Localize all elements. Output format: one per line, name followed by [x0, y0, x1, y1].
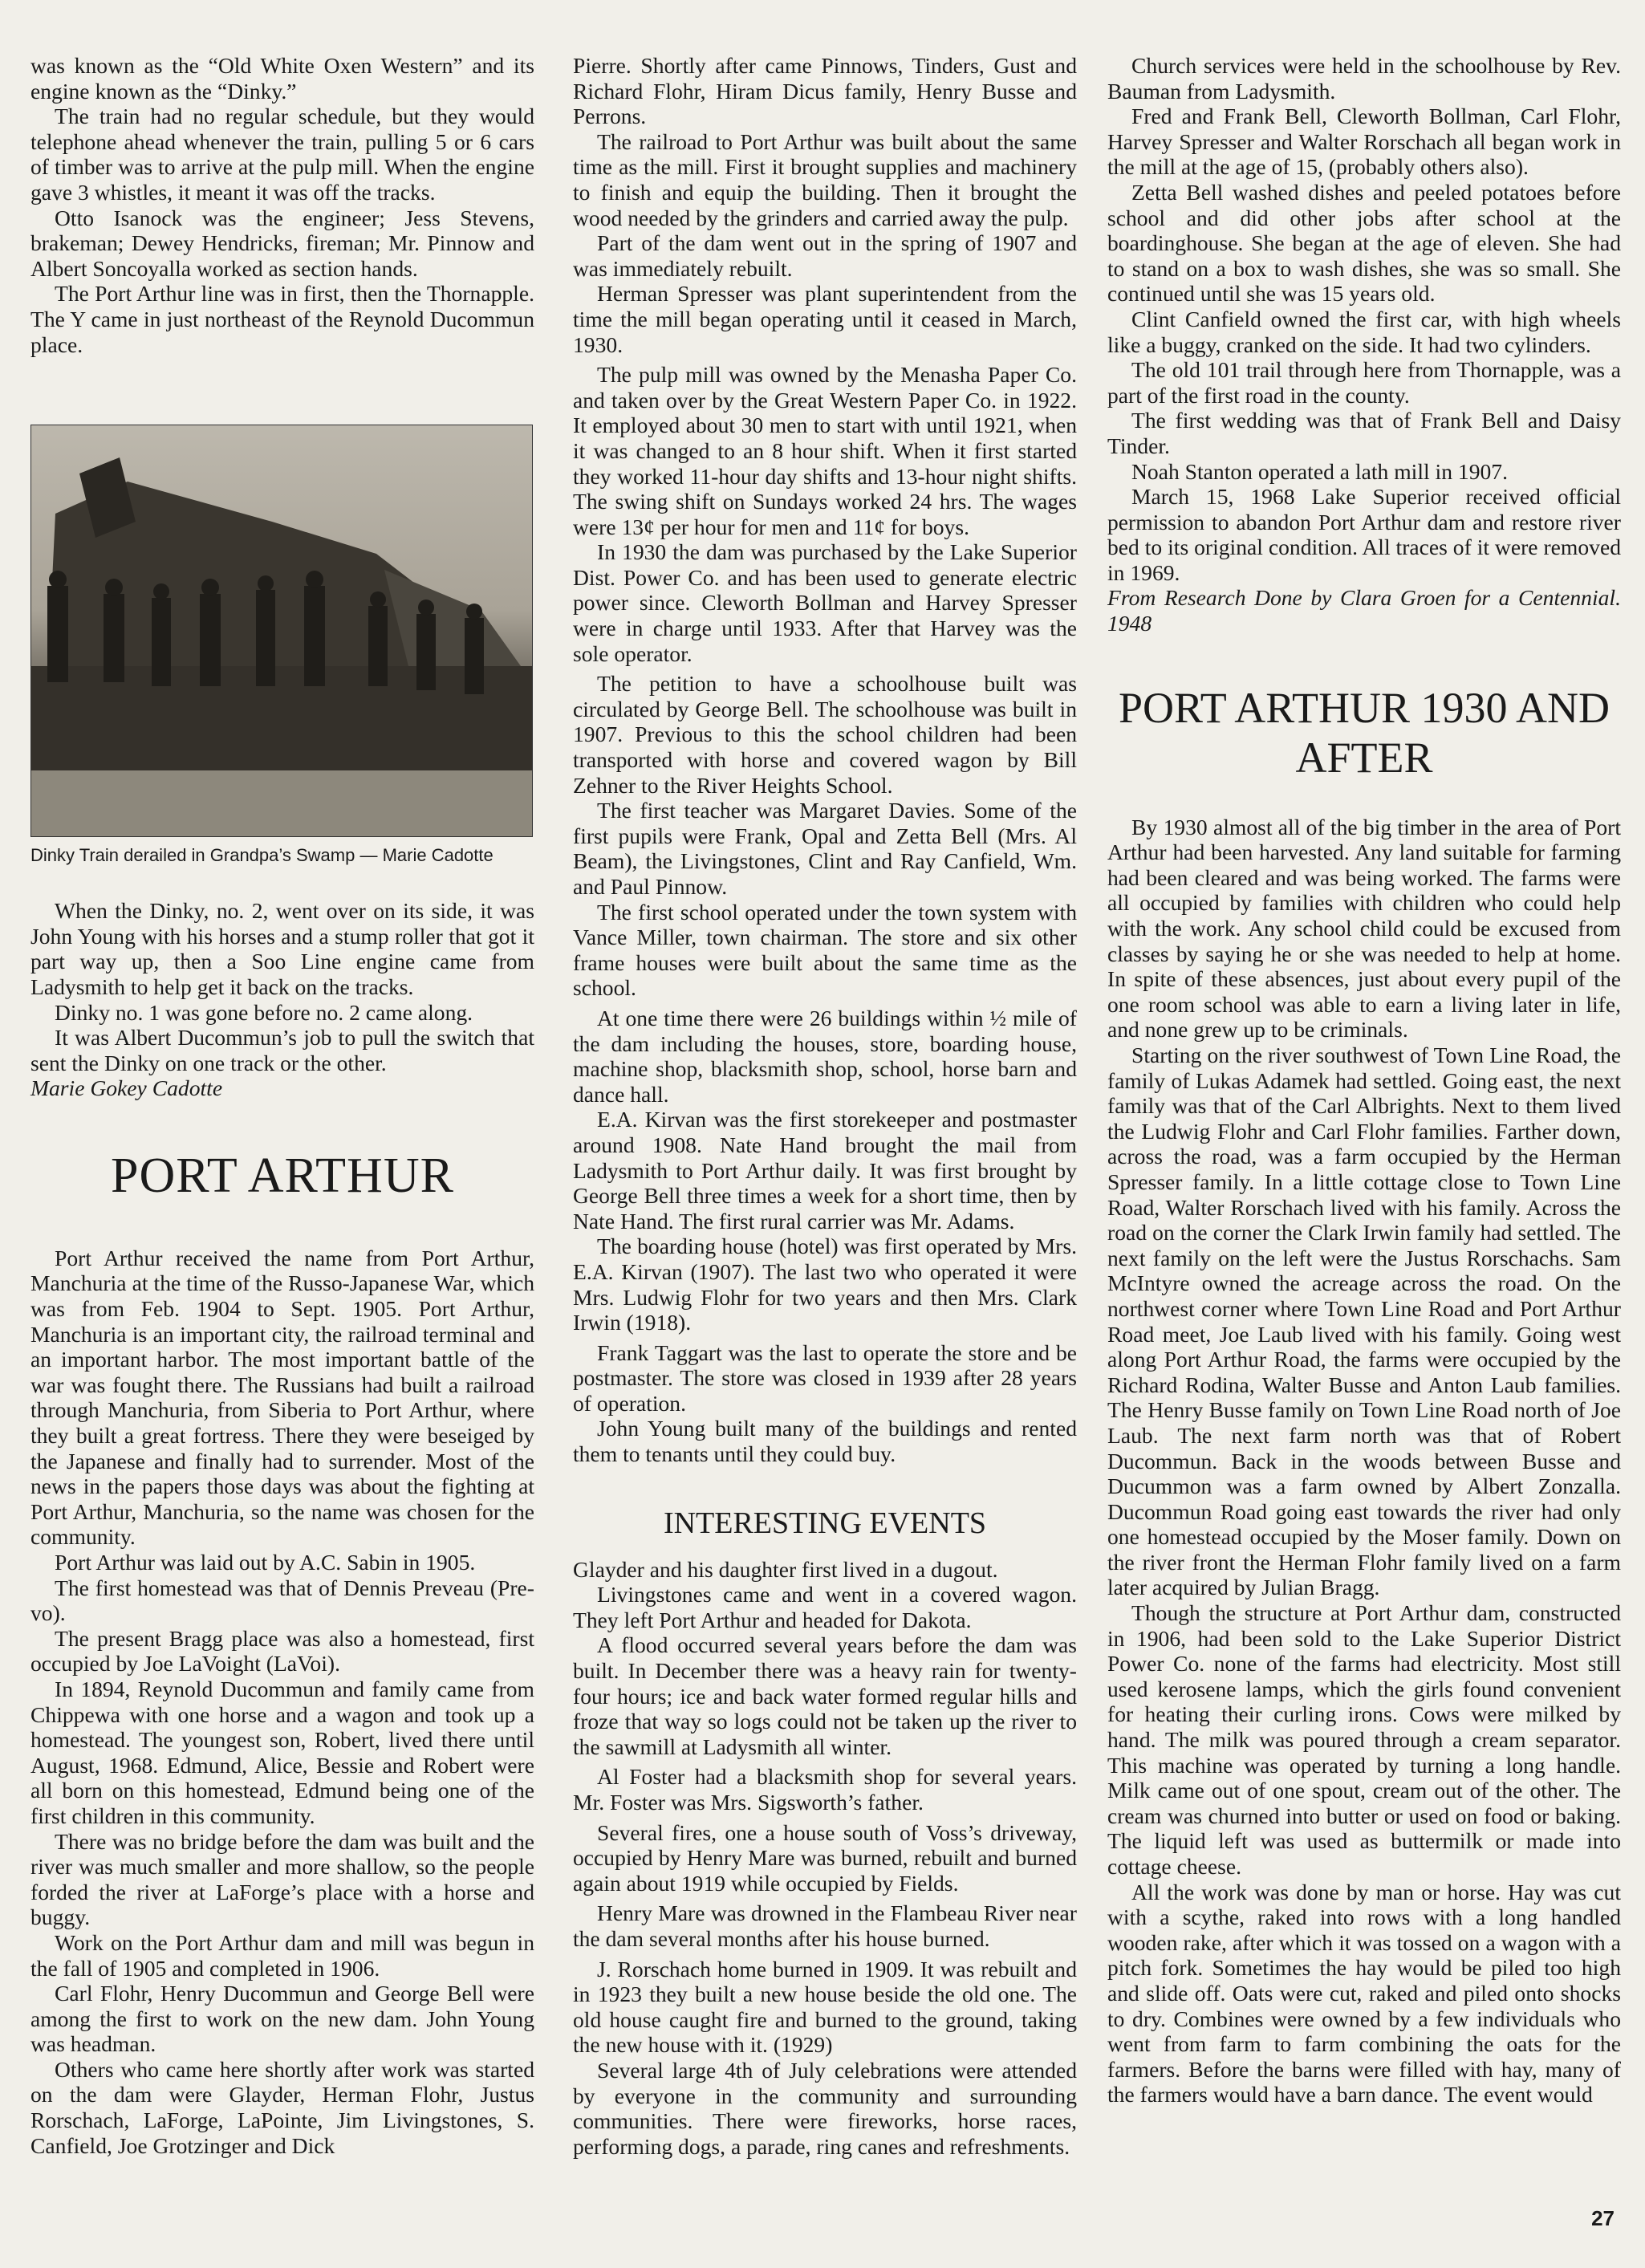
paragraph: J. Rorschach home burned in 1909. It was rebuilt and in 1923 they built a new house beside the old one. The old house caught fire and burned to the ground, taking the new house with it. (1929) [573, 1956, 1077, 2058]
paragraph: When the Dinky, no. 2, went over on its side, it was John Young with his horses and a stump roller that got it part way up, then a Soo Line engine came from Ladysmith to help get it back on the tracks. [30, 898, 534, 999]
byline: From Research Done by Clara Groen for a Centennial. 1948 [1107, 585, 1621, 636]
paragraph: Carl Flohr, Henry Ducommun and George Bell were among the first to work on the new dam. John Young was headman. [30, 1981, 534, 2057]
photo-caption: Dinky Train derailed in Grandpa’s Swamp — Marie Cadotte [30, 845, 494, 866]
page-number: 27 [1591, 2206, 1615, 2230]
paragraph: The old 101 trail through here from Thornapple, was a part of the first road in the county. [1107, 357, 1621, 408]
column-2 [573, 53, 1077, 2159]
paragraph: Glayder and his daughter first lived in a dugout. [573, 1556, 998, 1582]
paragraph: The present Bragg place was also a homestead, first occupied by Joe LaVoight (LaVoi). [30, 1625, 534, 1677]
paragraph: Part of the dam went out in the spring of 1907 and was immediately rebuilt. [573, 230, 1077, 281]
paragraph: Livingstones came and went in a covered wagon. They left Port Arthur and headed for Dakota. [573, 1582, 1077, 1632]
paragraph: March 15, 1968 Lake Superior received official permission to abandon Port Arthur dam and restore river bed to its original condition. All traces of it were removed in 1969. [1107, 484, 1621, 585]
paragraph: At one time there were 26 buildings within ½ mile of the dam including the houses, store, boarding house, machine shop, blacksmith shop, school, horse barn and dance hall. [573, 1005, 1077, 1107]
paragraph: Others who came here shortly after work was started on the dam were Glayder, Herman Flohr, Justus Rorschach, LaForge, LaPointe, Jim Livingstones, S. Canfield, Joe Grotzinger and Dick [30, 2056, 534, 2158]
paragraph: In 1894, Reynold Ducommun and family came from Chippewa with one horse and a wagon and took up a homestead. The youngest son, Robert, lived there until August, 1968. Edmund, Alice, Bessie and Robert were all born on this homestead, Edmund being one of the first children in this community. [30, 1676, 534, 1828]
paragraph: Church services were held in the schoolhouse by Rev. Bauman from Ladysmith. [1107, 53, 1621, 104]
paragraph: A flood occurred several years before the dam was built. In December there was a heavy rain for twenty-four hours; ice and back water formed regular hills and froze that way so logs could not be taken up the river to the sawmill at Ladysmith all winter. [573, 1632, 1077, 1759]
paragraph: The pulp mill was owned by the Menasha Paper Co. and taken over by the Great Western Paper Co. in 1922. It employed about 30 men to start with until 1921, when it was changed to an 8 hour shift. When it first started they worked 11-hour day shifts and 13-hour night shifts. The swing shift on Sundays worked 24 hrs. The wages were 13¢ per hour for men and 11¢ for boys. [573, 362, 1077, 539]
paragraph: Zetta Bell washed dishes and peeled potatoes before school and did other jobs after school at the boardinghouse. She began at the age of eleven. She had to stand on a box to wash dishes, she was so small. She continued until she was 15 years old. [1107, 179, 1621, 307]
paragraph: Several fires, one a house south of Voss’s driveway, occupied by Henry Mare was burned, rebuilt and burned again about 1919 while occupied by Fields. [573, 1819, 1077, 1896]
paragraph: Several large 4th of July celebrations were attended by everyone in the community and surrounding communities. There were fireworks, horse races, performing dogs, a parade, ring canes and refreshments. [573, 2057, 1077, 2159]
paragraph: Otto Isanock was the engineer; Jess Stevens, brakeman; Dewey Hendricks, fireman; Mr. Pinnow and Albert Soncoyalla worked as section hands. [30, 205, 534, 281]
paragraph: Starting on the river southwest of Town Line Road, the family of Lukas Adamek had settled. Going east, the next family was that of the Carl Albrights. Next to them lived the Ludwig Flohr and Carl Flohr families. Farther down, across the road, was a farm occupied by the Herman Spresser family. In a little cottage close to Town Line Road, Walter Rorschach lived with his family. Across the road on the corner the Clark Irwin family had settled. The next family on the left were the Justus Rorschachs. Sam McIntyre owned the acreage across the road. On the northwest corner where Town Line Road and Port Arthur Road meet, Joe Laub lived with his family. Going west along Port Arthur Road, the farms were occupied by the Richard Rodina, Walter Busse and Anton Laub families. The Henry Busse family on Town Line Road north of Joe Laub. The next farm north was that of Robert Ducommun. Back in the woods between Busse and Ducummon was a farm owned by Albert Zonzalla. Ducommun Road going east towards the river had only one homestead occupied by the Moser family. Down on the river front the Herman Flohr family lived on a farm later acquired by Julian Bragg. [1107, 1043, 1621, 1600]
section-heading: PORT ARTHUR [111, 1148, 454, 1203]
paragraph: The first teacher was Margaret Davies. Some of the first pupils were Frank, Opal and Zetta Bell (Mrs. Al Beam), the Livingstones, Clint and Ray Canfield, Wm. and Paul Pinnow. [573, 798, 1077, 899]
paragraph: was known as the “Old White Oxen Western” and its engine known as the “Dinky.” [30, 53, 534, 104]
paragraph: E.A. Kirvan was the first storekeeper and postmaster around 1908. Nate Hand brought the mail from Ladysmith to Port Arthur daily. It was first brought by George Bell three times a week for a short time, then by Nate Hand. The first rural carrier was Mr. Adams. [573, 1107, 1077, 1234]
paragraph: The train had no regular schedule, but they would telephone ahead whenever the train, pulling 5 or 6 cars of timber was to arrive at the pulp mill. When the engine gave 3 whistles, it meant it was off the tracks. [30, 104, 534, 205]
section-heading: PORT ARTHUR 1930 AND AFTER [1118, 683, 1610, 782]
paragraph: Al Foster had a blacksmith shop for several years. Mr. Foster was Mrs. Sigsworth’s father. [573, 1764, 1077, 1815]
paragraph: Dinky no. 1 was gone before no. 2 came along. [55, 999, 473, 1025]
paragraph: The first wedding was that of Frank Bell and Daisy Tinder. [1107, 408, 1621, 458]
paragraph: John Young built many of the buildings and rented them to tenants until they could buy. [573, 1416, 1077, 1467]
paragraph: Noah Stanton operated a lath mill in 1907. [1131, 458, 1508, 484]
paragraph: The first school operated under the town system with Vance Miller, town chairman. The store and six other frame houses were built about the same time as the school. [573, 899, 1077, 1001]
paragraph: Fred and Frank Bell, Cleworth Bollman, Carl Flohr, Harvey Spresser and Walter Rorschach all began work in the mill at the age of 15, (probably others also). [1107, 104, 1621, 180]
paragraph: Frank Taggart was the last to operate the store and be postmaster. The store was closed in 1939 after 28 years of operation. [573, 1339, 1077, 1416]
paragraph: Port Arthur received the name from Port Arthur, Manchuria at the time of the Russo-Japanese War, which was from Feb. 1904 to Sept. 1905. Port Arthur, Manchuria is an important city, the railroad terminal and an important harbor. The most important battle of the war was fought there. The Russians had built a railroad through Manchuria, from Siberia to Port Arthur, where they built a great fortress. There they were beseiged by the Japanese and finally had to surrender. Most of the news in the papers those days was about the fighting at Port Arthur, Manchuria, so the name was chosen for the community. [30, 1245, 534, 1550]
paragraph: Though the structure at Port Arthur dam, constructed in 1906, had been sold to the Lake Superior District Power Co. none of the farms had electricity. Most still used kerosene lamps, which the girls found convenient for heating their curling irons. Cows were milked by hand. The milk was poured through a cream separator. This machine was operated by turning a long handle. Milk came out of one spout, cream out of the other. The cream was churned into butter or used on food or baking. The liquid left was used as buttermilk or made into cottage cheese. [1107, 1600, 1621, 1879]
paragraph: In 1930 the dam was purchased by the Lake Superior Dist. Power Co. and has been used to generate electric power since. Cleworth Bollman and Harvey Spresser were in charge until 1933. After that Harvey was the sole operator. [573, 539, 1077, 666]
paragraph: By 1930 almost all of the big timber in the area of Port Arthur had been harvested. Any land suitable for farming had been cleared and was being worked. The farms were all occupied by families with children who could help with the work. Any school child could be excused from classes by saying he or she was needed to help at home. In spite of these absences, just about every pupil of the one room school was able to earn a living later in life, and none grew up to be criminals. [1107, 814, 1621, 1043]
paragraph: Work on the Port Arthur dam and mill was begun in the fall of 1905 and completed in 1906. [30, 1929, 534, 1981]
byline: Marie Gokey Cadotte [30, 1075, 223, 1101]
paragraph: Pierre. Shortly after came Pinnows, Tinders, Gust and Richard Flohr, Hiram Dicus family, Henry Busse and Perrons. [573, 53, 1077, 129]
column-1 [30, 53, 534, 2158]
paragraph: The railroad to Port Arthur was built about the same time as the mill. First it brought supplies and machinery to finish and equip the building. Then it brought the wood needed by the grinders and carried away the pulp. [573, 128, 1077, 230]
paragraph: The first homestead was that of Dennis Preveau (Pre-vo). [30, 1575, 534, 1626]
paragraph: Herman Spresser was plant superintendent from the time the mill began operating until it ceased in March, 1930. [573, 281, 1077, 357]
paragraph: There was no bridge before the dam was built and the river was much smaller and more shallow, so the people forded the river at LaForge’s place with a horse and buggy. [30, 1828, 534, 1930]
paragraph: The boarding house (hotel) was first operated by Mrs. E.A. Kirvan (1907). The last two who operated it were Mrs. Ludwig Flohr for two years and then Mrs. Clark Irwin (1918). [573, 1234, 1077, 1335]
paragraph: The Port Arthur line was in first, then the Thornapple. The Y came in just northeast of the Reynold Ducommun place. [30, 281, 534, 357]
paragraph: All the work was done by man or horse. Hay was cut with a scythe, raked into rows with a long handled wooden rake, after which it was tossed on a wagon with a pitch fork. Sometimes the hay would be piled too high and slide off. Oats were cut, raked and piled onto shocks to dry. Combines were owned by a few individuals who went from farm to farm combining the oats for the farmers. Before the barns were filled with hay, many of the farmers would have a barn dance. The event would [1107, 1879, 1621, 2107]
section-heading: INTERESTING EVENTS [663, 1506, 987, 1540]
paragraph: Port Arthur was laid out by A.C. Sabin in 1905. [55, 1550, 476, 1575]
paragraph: Henry Mare was drowned in the Flambeau River near the dam several months after his house burned. [573, 1900, 1077, 1951]
column-3 [1107, 53, 1621, 2107]
derailed-train-photo [30, 425, 533, 837]
paragraph: It was Albert Ducommun’s job to pull the switch that sent the Dinky on one track or the other. [30, 1025, 534, 1075]
paragraph: The petition to have a schoolhouse built was circulated by George Bell. The schoolhouse was built in 1907. Previous to this the school children had been transported with horse and covered wagon by Bill Zehner to the River Heights School. [573, 671, 1077, 798]
paragraph: Clint Canfield owned the first car, with high wheels like a buggy, cranked on the side. It had two cylinders. [1107, 306, 1621, 357]
